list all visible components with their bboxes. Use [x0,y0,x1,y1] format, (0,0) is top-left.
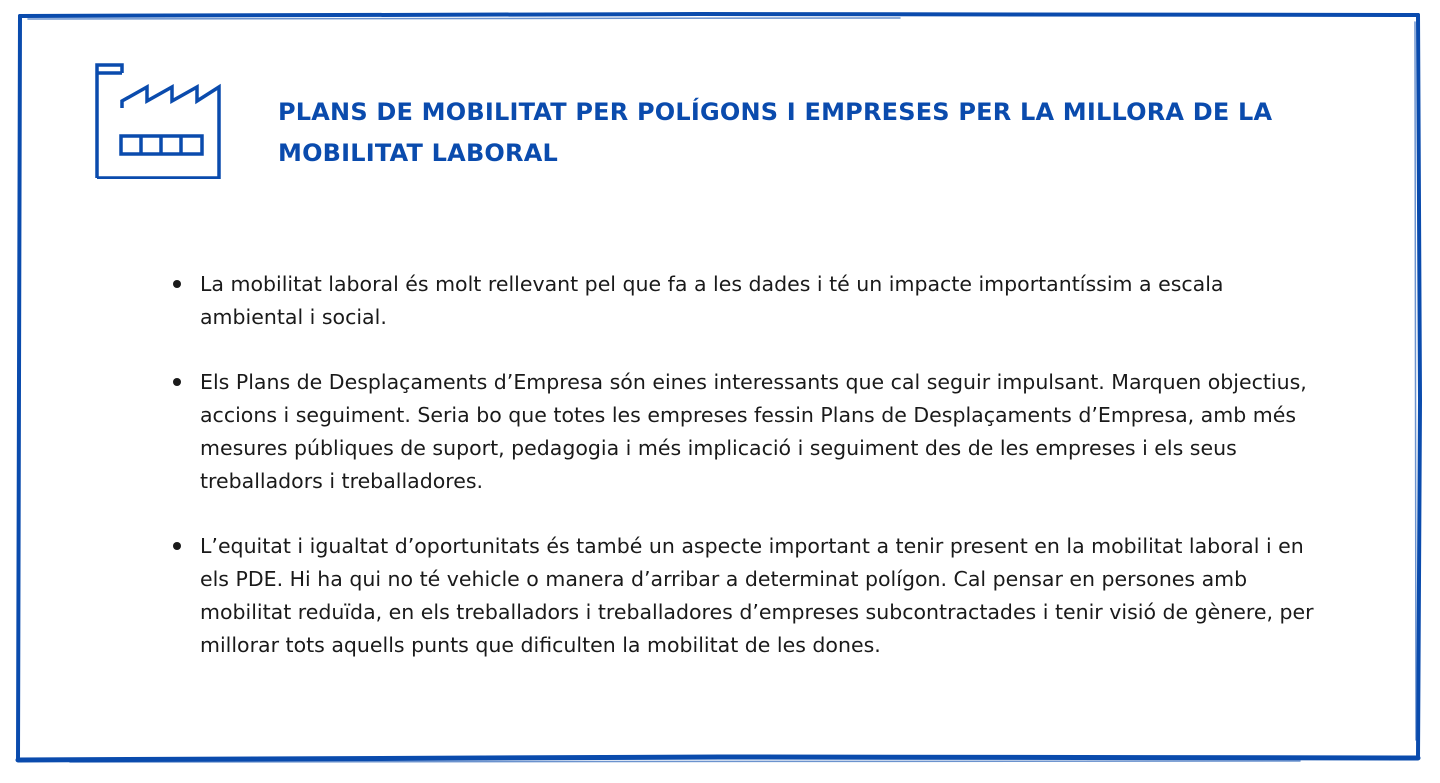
list-item [170,530,1330,662]
bullet-icon [173,378,181,386]
bullet-icon [173,280,181,288]
page-title: PLANS DE MOBILITAT PER POLÍGONS I EMPRESES PER LA MILLORA DE LA MOBILITAT LABORAL [278,98,1273,167]
list-item [170,366,1330,498]
factory-icon [95,63,221,179]
list-item-text: L’equitat i igualtat d’oportunitats és també un aspecte important a tenir present en la mobilitat laboral i en els PDE. Hi ha qui no té vehicle o manera d’arribar a determinat polígon. Cal pensar en persones amb mobilitat reduïda, en els treballadors i treballadores d’empreses subcontractades i tenir visió de gènere, per millorar tots aquells punts que dificulten la mobilitat de les dones. [200,534,1314,657]
list-item-text: La mobilitat laboral és molt rellevant pel que fa a les dades i té un impacte importantíssim a escala ambiental i social. [200,272,1224,329]
list-item [170,268,1330,334]
bullet-list [170,268,1330,694]
list-item-text: Els Plans de Desplaçaments d’Empresa són eines interessants que cal seguir impulsant. Marquen objectius, accions i seguiment. Seria bo que totes les empreses fessin Plans de Desplaçaments d’Empresa, amb més mesures públiques de suport, pedagogia i més implicació i seguiment des de les empreses i els seus treballadors i treballadores. [200,370,1307,493]
bullet-icon [173,542,181,550]
